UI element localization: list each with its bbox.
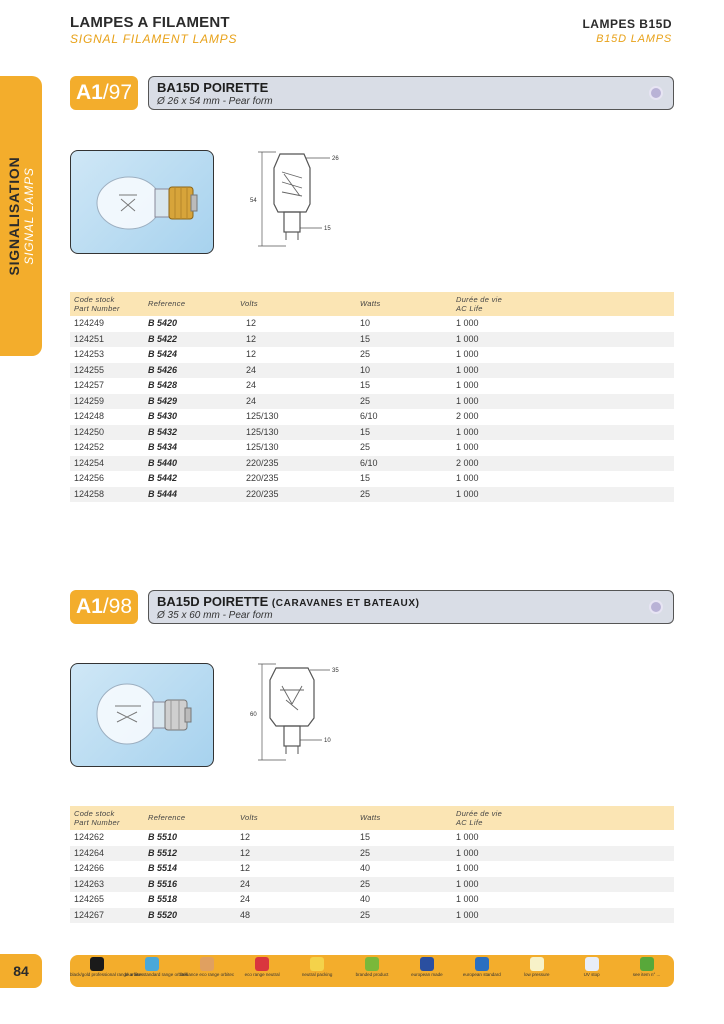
- cell-watts: 10: [360, 364, 371, 375]
- legend-label: low pressure: [523, 972, 550, 977]
- legend-label: branded product: [355, 972, 389, 977]
- cell-watts: 25: [360, 488, 371, 499]
- section-title-box: [148, 76, 674, 110]
- col-code-en: Part Number: [74, 818, 120, 827]
- blue-line-icon: [145, 957, 159, 971]
- low-pressure-icon: [530, 957, 544, 971]
- cell-life: 1 000: [456, 349, 479, 359]
- header-subtitle: SIGNAL FILAMENT LAMPS: [70, 32, 238, 46]
- product-table-1: [70, 292, 674, 502]
- cell-life: 1 000: [456, 847, 479, 858]
- pear-lamp-image: [71, 151, 214, 254]
- dim-height: 60: [250, 712, 257, 718]
- table-row: [70, 378, 674, 394]
- badge-letter: A1: [75, 81, 103, 104]
- lamp-type-icon: [649, 86, 663, 100]
- cell-reference: B 5420: [148, 318, 178, 328]
- legend-item: [564, 957, 619, 977]
- branded-product-icon: [365, 957, 379, 971]
- table-header: [70, 292, 674, 316]
- section-title: BA15D POIRETTE: [157, 594, 269, 609]
- legend-item: [454, 957, 509, 977]
- legend-item: [345, 957, 400, 977]
- legend-item: [235, 957, 290, 977]
- brilliance-icon: [200, 957, 214, 971]
- table-row: [70, 332, 674, 348]
- cell-volts: 12: [246, 349, 257, 359]
- cell-watts: 6/10: [360, 457, 378, 468]
- cell-reference: B 5514: [148, 863, 178, 873]
- table-body: [70, 316, 674, 502]
- cell-volts: 220/235: [246, 457, 279, 468]
- cell-life: 2 000: [456, 457, 479, 468]
- eco-range-icon: [255, 957, 269, 971]
- table-row: [70, 316, 674, 332]
- cell-volts: 24: [240, 878, 251, 889]
- cell-life: 1 000: [456, 318, 479, 328]
- side-tab-title: SIGNALISATION: [6, 156, 22, 276]
- cell-watts: 10: [360, 318, 371, 328]
- badge-number: /97: [102, 81, 133, 104]
- cell-watts: 25: [360, 878, 371, 889]
- cell-reference: B 5426: [148, 364, 178, 375]
- footer-legend: [70, 955, 674, 987]
- cell-reference: B 5518: [148, 894, 178, 904]
- dim-height: 54: [250, 198, 257, 204]
- cell-code: 124258: [74, 488, 105, 499]
- cell-code: 124252: [74, 442, 105, 452]
- table-row: [70, 440, 674, 456]
- cell-life: 1 000: [456, 878, 479, 889]
- dim-width: 26: [332, 156, 339, 162]
- header-left: [70, 14, 237, 46]
- cell-volts: 12: [240, 847, 251, 858]
- col-volts: Volts: [240, 299, 258, 308]
- badge-letter: A1: [75, 595, 103, 618]
- cell-code: 124262: [74, 832, 105, 842]
- col-watts: Watts: [360, 813, 381, 822]
- cell-watts: 6/10: [360, 411, 378, 421]
- cell-code: 124249: [74, 318, 105, 328]
- cell-volts: 24: [246, 395, 257, 406]
- cell-code: 124259: [74, 395, 105, 406]
- uv-stop-icon: [585, 957, 599, 971]
- section-title-extra: (CARAVANES ET BATEAUX): [271, 598, 420, 609]
- table-body: [70, 830, 674, 923]
- col-life-en: AC Life: [456, 304, 483, 313]
- cell-reference: B 5510: [148, 832, 178, 842]
- european-standard-icon: [475, 957, 489, 971]
- legend-item: [70, 957, 144, 977]
- product-table-2: [70, 806, 674, 923]
- cell-volts: 12: [246, 333, 257, 344]
- cell-life: 1 000: [456, 426, 479, 437]
- cell-code: 124250: [74, 426, 105, 437]
- lamp-photo: [70, 663, 214, 767]
- legend-item: [619, 957, 674, 977]
- legend-item: [399, 957, 454, 977]
- dim-width: 35: [332, 668, 339, 674]
- neutral-packing-icon: [310, 957, 324, 971]
- cell-volts: 48: [240, 909, 251, 920]
- cell-code: 124257: [74, 380, 105, 390]
- cell-life: 1 000: [456, 909, 479, 920]
- cell-watts: 40: [360, 894, 371, 904]
- legend-label: blue line standard range orbites: [124, 972, 188, 977]
- col-life-en: AC Life: [456, 818, 483, 827]
- table-row: [70, 877, 674, 893]
- cell-life: 1 000: [456, 488, 479, 499]
- cell-watts: 25: [360, 442, 371, 452]
- section-title: BA15D POIRETTE: [157, 80, 269, 95]
- cell-watts: 15: [360, 380, 371, 390]
- table-row: [70, 363, 674, 379]
- pear-lamp-image: [71, 664, 214, 767]
- cell-life: 1 000: [456, 395, 479, 406]
- cell-life: 1 000: [456, 863, 479, 873]
- header-right-subtitle: B15D LAMPS: [596, 33, 672, 45]
- cell-code: 124256: [74, 473, 105, 483]
- cell-reference: B 5428: [148, 380, 178, 390]
- table-row: [70, 347, 674, 363]
- col-life: Durée de vie: [456, 295, 503, 304]
- cell-reference: B 5442: [148, 473, 178, 483]
- cell-code: 124267: [74, 909, 105, 920]
- cell-volts: 24: [246, 380, 257, 390]
- table-row: [70, 892, 674, 908]
- legend-label: neutral packing: [301, 972, 333, 977]
- col-reference: Reference: [148, 299, 186, 308]
- section-header-a1-97: [70, 76, 674, 110]
- table-row: [70, 471, 674, 487]
- cell-volts: 12: [246, 318, 257, 328]
- col-life: Durée de vie: [456, 809, 503, 818]
- badge-number: /98: [102, 595, 133, 618]
- table-row: [70, 487, 674, 503]
- col-code-en: Part Number: [74, 304, 120, 313]
- see-item-icon: [640, 957, 654, 971]
- cell-reference: B 5516: [148, 878, 178, 889]
- cell-reference: B 5432: [148, 426, 178, 437]
- cell-life: 1 000: [456, 832, 479, 842]
- cell-life: 1 000: [456, 380, 479, 390]
- cell-watts: 25: [360, 847, 371, 858]
- legend-item: [180, 957, 235, 977]
- cell-reference: B 5520: [148, 909, 178, 920]
- cell-life: 1 000: [456, 473, 479, 483]
- legend-label: brilliance eco range orbitec: [180, 972, 235, 977]
- section-subtitle: Ø 26 x 54 mm - Pear form: [157, 96, 273, 107]
- table-row: [70, 830, 674, 846]
- legend-item: [290, 957, 345, 977]
- table-row: [70, 409, 674, 425]
- cell-volts: 125/130: [246, 442, 279, 452]
- black-gold-icon: [90, 957, 104, 971]
- cell-code: 124253: [74, 349, 105, 359]
- cell-watts: 15: [360, 832, 371, 842]
- legend-label: european standard: [462, 972, 501, 977]
- legend-label: black/gold professional range orbites: [70, 972, 144, 977]
- legend-label: UV stop: [583, 972, 600, 977]
- cell-reference: B 5512: [148, 847, 178, 858]
- header-right: [582, 17, 672, 45]
- side-tab-subtitle: SIGNAL LAMPS: [22, 167, 36, 265]
- cell-life: 1 000: [456, 364, 479, 375]
- cell-volts: 220/235: [246, 488, 279, 499]
- section-header-a1-98: [70, 590, 674, 624]
- cell-watts: 15: [360, 333, 371, 344]
- lamp-type-icon: [649, 600, 663, 614]
- legend-label: european made: [411, 972, 443, 977]
- cell-life: 2 000: [456, 411, 479, 421]
- table-row: [70, 846, 674, 862]
- header-right-title: LAMPES B15D: [582, 17, 672, 31]
- table-row: [70, 456, 674, 472]
- legend-label: eco range neutral: [244, 972, 280, 977]
- cell-volts: 12: [240, 863, 251, 873]
- cell-reference: B 5429: [148, 395, 178, 406]
- page-number: 84: [0, 954, 42, 988]
- cell-reference: B 5444: [148, 488, 178, 499]
- cell-watts: 40: [360, 863, 371, 873]
- legend-item: [124, 957, 188, 977]
- cell-volts: 220/235: [246, 473, 279, 483]
- col-reference: Reference: [148, 813, 186, 822]
- dimension-drawing: [246, 660, 346, 770]
- cell-code: 124248: [74, 411, 105, 421]
- dim-base: 10: [324, 738, 331, 744]
- cell-reference: B 5424: [148, 349, 178, 359]
- cell-volts: 24: [240, 894, 251, 904]
- section-subtitle: Ø 35 x 60 mm - Pear form: [157, 610, 273, 621]
- dim-base: 15: [324, 226, 331, 232]
- cell-volts: 125/130: [246, 426, 279, 437]
- cell-volts: 24: [246, 364, 257, 375]
- cell-volts: 12: [240, 832, 251, 842]
- table-row: [70, 908, 674, 924]
- lamp-photo: [70, 150, 214, 254]
- cell-watts: 15: [360, 473, 371, 483]
- cell-code: 124266: [74, 863, 105, 873]
- col-code: Code stock: [74, 809, 115, 818]
- cell-code: 124254: [74, 457, 105, 468]
- table-row: [70, 394, 674, 410]
- legend-label: see item n° ...: [632, 972, 661, 977]
- col-watts: Watts: [360, 299, 381, 308]
- header-title: LAMPES A FILAMENT: [70, 14, 230, 31]
- legend-item: [509, 957, 564, 977]
- cell-code: 124264: [74, 847, 105, 858]
- table-row: [70, 861, 674, 877]
- col-code: Code stock: [74, 295, 115, 304]
- cell-reference: B 5422: [148, 333, 178, 344]
- cell-code: 124263: [74, 878, 105, 889]
- dimension-drawing: [246, 148, 346, 258]
- cell-life: 1 000: [456, 333, 479, 344]
- cell-life: 1 000: [456, 894, 479, 904]
- table-header: [70, 806, 674, 830]
- section-badge: [70, 76, 138, 110]
- cell-volts: 125/130: [246, 411, 279, 421]
- section-badge: [70, 590, 138, 624]
- cell-code: 124255: [74, 364, 105, 375]
- cell-watts: 15: [360, 426, 371, 437]
- cell-reference: B 5440: [148, 457, 178, 468]
- cell-reference: B 5430: [148, 411, 178, 421]
- cell-watts: 25: [360, 395, 371, 406]
- section-title-box: [148, 590, 674, 624]
- side-tab: [0, 76, 42, 356]
- cell-code: 124265: [74, 894, 105, 904]
- cell-life: 1 000: [456, 442, 479, 452]
- col-volts: Volts: [240, 813, 258, 822]
- cell-watts: 25: [360, 349, 371, 359]
- european-made-icon: [420, 957, 434, 971]
- cell-watts: 25: [360, 909, 371, 920]
- cell-reference: B 5434: [148, 442, 178, 452]
- cell-code: 124251: [74, 333, 105, 344]
- table-row: [70, 425, 674, 441]
